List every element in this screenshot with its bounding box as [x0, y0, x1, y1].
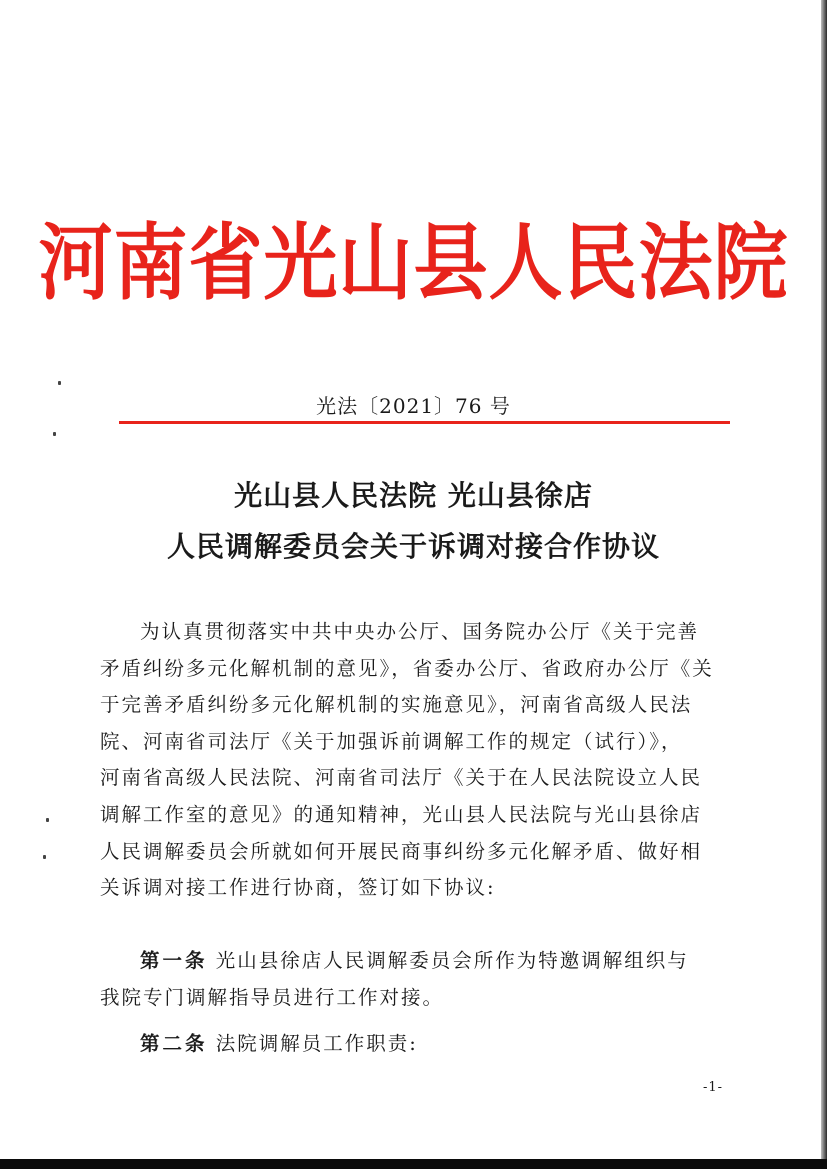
scan-edge-right: [821, 0, 827, 1169]
article-1-line-2: 我院专门调解指导员进行工作对接。: [100, 985, 445, 1009]
page-number: -1-: [703, 1080, 724, 1095]
scan-edge-bottom: [0, 1159, 827, 1169]
paragraph-line: 关诉调对接工作进行协商，签订如下协议:: [100, 876, 496, 900]
document-title-line-1: 光山县人民法院 光山县徐店: [234, 479, 593, 512]
document-number: 光法〔2021〕76 号: [316, 394, 511, 418]
scan-speck: [46, 818, 49, 822]
paragraph-line: 为认真贯彻落实中共中央办公厅、国务院办公厅《关于完善: [140, 620, 700, 643]
article-2-heading: 第二条: [140, 1032, 208, 1055]
paragraph-line: 矛盾纠纷多元化解机制的意见》，省委办公厅、省政府办公厅《关: [100, 656, 714, 680]
article-1-text: 光山县徐店人民调解委员会所作为特邀调解组织与: [215, 949, 689, 972]
paragraph-line: 调解工作室的意见》的通知精神，光山县人民法院与光山县徐店: [100, 802, 703, 826]
article-2-line-1: [100, 1026, 730, 1063]
article-2: [100, 1026, 730, 1063]
article-1-heading: 第一条: [140, 949, 208, 972]
article-1: [100, 943, 730, 1016]
paragraph-line: 人民调解委员会所就如何开展民商事纠纷多元化解矛盾、做好相: [100, 839, 703, 863]
scan-speck: [43, 855, 46, 859]
scan-speck: [58, 381, 61, 385]
paragraph-line: 于完善矛盾纠纷多元化解机制的实施意见》，河南省高级人民法: [100, 693, 693, 717]
paragraph-line: 院、河南省司法厅《关于加强诉前调解工作的规定（试行）》，: [100, 729, 683, 753]
article-1-line-1: [100, 943, 730, 980]
red-divider-line: [119, 421, 730, 424]
article-2-text: 法院调解员工作职责:: [215, 1032, 418, 1055]
scan-speck: [53, 432, 56, 436]
preamble-paragraph: [100, 614, 730, 907]
document-masthead: 河南省光山县人民法院: [38, 215, 789, 312]
paragraph-line: 河南省高级人民法院、河南省司法厅《关于在人民法院设立人民: [100, 766, 703, 790]
document-title-line-2: 人民调解委员会关于诉调对接合作协议: [166, 530, 660, 563]
